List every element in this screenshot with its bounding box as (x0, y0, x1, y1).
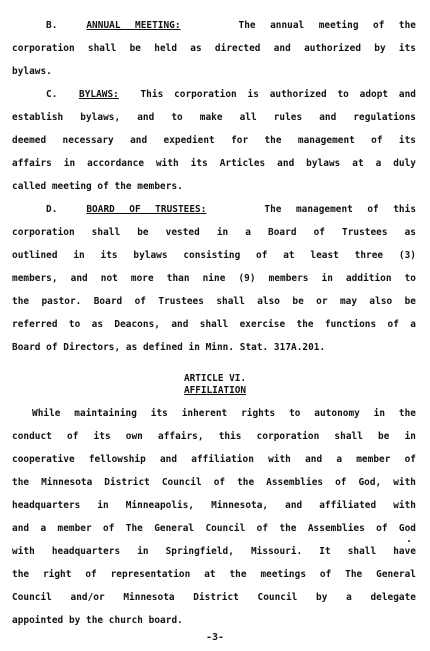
section-c-line-3: deemed necessary and expedient for the management of its (12, 135, 416, 146)
article-line-10: appointed by the church board. (12, 615, 183, 626)
article-line-9: Council and/or Minnesota District Council by a delegate (12, 592, 416, 603)
section-b-line-2: corporation shall be held as directed and authorized by its (12, 43, 416, 54)
article-number: ARTICLE VI. (183, 373, 247, 384)
section-c-line-1: C. BYLAWS: This corporation is authorized to adopt and (46, 89, 416, 100)
section-d-line-5: the pastor. Board of Trustees shall also be or may also be (12, 296, 416, 307)
section-d-line-6: referred to as Deacons, and shall exercise the functions of a (12, 319, 416, 330)
section-d-line-1: D. BOARD OF TRUSTEES: The management of this (46, 204, 417, 215)
article-line-8: the right of representation at the meetings of The General (12, 569, 416, 580)
article-line-2: conduct of its own affairs, this corporation shall be in (12, 431, 416, 442)
article-line-5: headquarters in Minneapolis, Minnesota, and affiliated with (12, 500, 416, 511)
section-d-line-3: outlined in its bylaws consisting of at least three (3) (12, 250, 416, 261)
article-line-7: with headquarters in Springfield, Missouri. It shall have (12, 546, 416, 557)
section-d-line-7: Board of Directors, as defined in Minn. Stat. 317A.201. (12, 342, 326, 353)
article-line-6: and a member of The General Council of the Assemblies of God (12, 523, 416, 534)
page-number: -3- (205, 632, 225, 643)
section-d-line-4: members, and not more than nine (9) members in addition to (12, 273, 416, 284)
section-b-heading: ANNUAL MEETING: (86, 20, 181, 31)
article-line-4: the Minnesota District Council of the Assemblies of God, with (12, 477, 416, 488)
article-title: AFFILIATION (183, 385, 247, 396)
article-line-1: While maintaining its inherent rights to autonomy in the (32, 408, 416, 419)
article-line-3: cooperative fellowship and affiliation with and a member of (12, 454, 416, 465)
section-c-line-4: affairs in accordance with its Articles and bylaws at a duly (12, 158, 416, 169)
section-b-line-3: bylaws. (12, 66, 52, 77)
section-c-heading: BYLAWS: (79, 89, 119, 100)
section-b-line-1: B. ANNUAL MEETING: The annual meeting of the (46, 20, 417, 31)
section-d-line-2: corporation shall be vested in a Board of Trustees as (12, 227, 416, 238)
section-c-line-5: called meeting of the members. (12, 181, 183, 192)
scan-speck (408, 540, 410, 542)
section-c-line-2: establish bylaws, and to make all rules and regulations (12, 112, 416, 123)
section-d-heading: BOARD OF TRUSTEES: (86, 204, 207, 215)
